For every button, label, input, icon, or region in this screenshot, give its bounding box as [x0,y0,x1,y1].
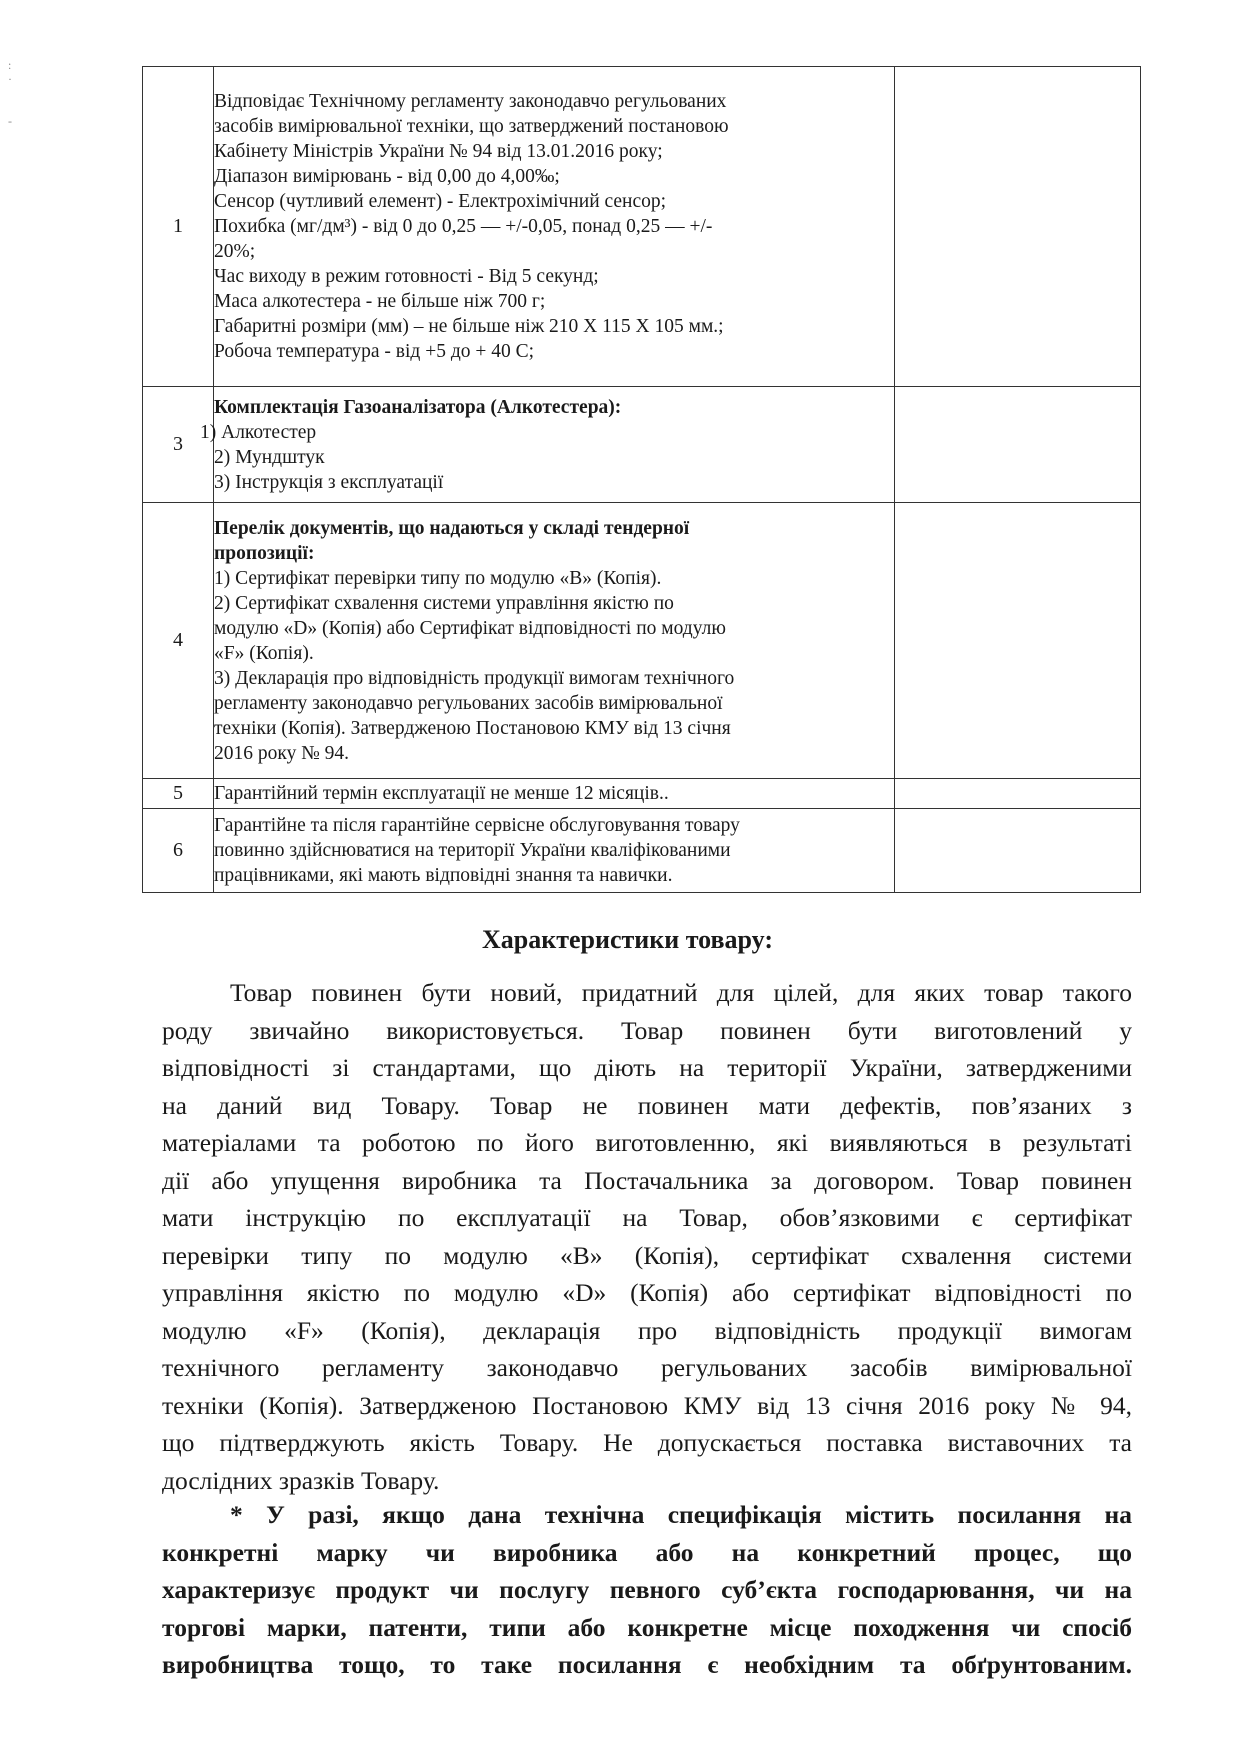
specification-table [142,66,1141,893]
paragraph-line: відповідності зі стандартами, що діють на території України, затвердженими [162,1053,1132,1082]
desc-line: 2) Сертифікат схвалення системи управління якістю по [214,592,674,614]
paragraph-line: конкретні марку чи виробника або на конкретний процес, що [162,1537,1132,1567]
paragraph-line: що підтверджують якість Товару. Не допускається поставка виставочних та [162,1428,1132,1457]
paragraph-line: матеріалами та роботою по його виготовленню, які виявляються в результаті [162,1128,1132,1157]
row-description [200,387,895,503]
empty-cell [895,809,1141,893]
empty-cell [895,67,1141,387]
paragraph-line: Товар повинен бути новий, придатний для цілей, для яких товар такого [230,978,1132,1007]
desc-line: 1) Сертифікат перевірки типу по модулю «В» (Копія). [214,567,662,589]
desc-line: Відповідає Технічному регламенту законодавчо регульованих [214,91,727,112]
desc-line: засобів вимірювальної техніки, що затверджений постановою [214,116,729,137]
table-row [143,387,1141,503]
desc-line: працівниками, які мають відповідні знання та навички. [214,865,673,886]
desc-line: Сенсор (чутливий елемент) - Електрохімічний сенсор; [214,191,667,212]
table-row [143,779,1141,809]
row-description [214,503,895,779]
paragraph-line: перевірки типу по модулю «В» (Копія), сертифікат схвалення системи [162,1240,1132,1270]
desc-line: Діапазон вимірювань - від 0,00 до 4,00‰; [214,166,560,187]
empty-cell [895,503,1141,779]
desc-heading: пропозиції: [214,542,315,564]
note-paragraph [162,1496,1132,1684]
characteristics-paragraph [162,974,1132,1499]
scan-margin-marks: : · - [8,58,12,128]
table-row [143,503,1141,779]
row-number: 1 [143,67,214,387]
paragraph-line: дії або упущення виробника та Постачальника за договором. Товар повинен [162,1165,1132,1195]
desc-heading: Перелік документів, що надаються у складі тендерної [214,517,690,539]
row-description [214,779,895,809]
paragraph-line: дослідних зразків Товару. [162,1465,440,1495]
paragraph-line: характеризує продукт чи послугу певного суб’єкта господарювання, чи на [162,1575,1132,1604]
desc-line: 3) Інструкція з експлуатації [214,471,444,493]
section-title: Характеристики товару: [482,925,773,954]
desc-line: Габаритні розміри (мм) – не більше ніж 210 Х 115 Х 105 мм.; [214,316,724,337]
desc-line: 2016 року № 94. [214,742,350,764]
desc-heading: Комплектація Газоаналізатора (Алкотестера): [214,396,622,418]
desc-line: 20%; [214,241,256,262]
row-description [214,809,895,893]
desc-line: техніки (Копія). Затвердженою Постановою КМУ від 13 січня [214,717,731,739]
empty-cell [895,387,1141,503]
desc-line: модулю «D» (Копія) або Сертифікат відповідності по модулю [214,617,726,639]
desc-line: регламенту законодавчо регульованих засобів вимірювальної [214,692,723,714]
row-description [214,67,895,387]
paragraph-line: технічного регламенту законодавчо регульованих засобів вимірювальної [162,1353,1132,1382]
paragraph-line: торгові марки, патенти, типи або конкретне місце походження чи спосіб [162,1612,1132,1642]
empty-cell [895,779,1141,809]
desc-line: Маса алкотестера - не більше ніж 700 г; [214,291,546,312]
paragraph-line: модулю «F» (Копія), декларація про відповідність продукції вимогам [162,1315,1132,1345]
paragraph-line: мати інструкцію по експлуатації на Товар, обов’язковими є сертифікат [162,1203,1132,1232]
row-number: 5 [143,779,214,809]
paragraph-line: роду звичайно використовується. Товар повинен бути виготовлений у [162,1015,1132,1045]
table-row [143,809,1141,893]
desc-line: Робоча температура - від +5 до + 40 С; [214,341,535,362]
desc-line: повинно здійснюватися на території України кваліфікованими [214,840,731,861]
table-row [143,67,1141,387]
paragraph-line: виробництва тощо, то таке посилання є необхідним та обґрунтованим. [162,1650,1132,1679]
desc-line: Гарантійне та після гарантійне сервісне обслуговування товару [214,815,740,836]
paragraph-line: * У разі, якщо дана технічна специфікація містить посилання на [230,1500,1132,1529]
paragraph-line: на даний вид Товару. Товар не повинен мати дефектів, пов’язаних з [162,1090,1132,1120]
desc-line: 3) Декларація про відповідність продукції вимогам технічного [214,667,735,689]
row-number: 4 [143,503,214,779]
desc-line: 2) Мундштук [214,446,325,468]
paragraph-line: управління якістю по модулю «D» (Копія) або сертифікат відповідності по [162,1278,1132,1307]
desc-line: «F» (Копія). [214,642,314,664]
row-number: 6 [143,809,214,893]
desc-line: Кабінету Міністрів України № 94 від 13.01.2016 року; [214,141,663,162]
desc-line: Похибка (мг/дм³) - від 0 до 0,25 — +/-0,05, понад 0,25 — +/- [214,216,713,237]
paragraph-line: техніки (Копія). Затвердженою Постановою КМУ від 13 січня 2016 року № 94, [162,1390,1132,1420]
desc-line: 1) Алкотестер [200,421,317,443]
desc-line: Гарантійний термін експлуатації не менше 12 місяців.. [214,783,669,804]
desc-line: Час виходу в режим готовності - Від 5 секунд; [214,266,599,287]
row-number: 3 [143,387,214,503]
